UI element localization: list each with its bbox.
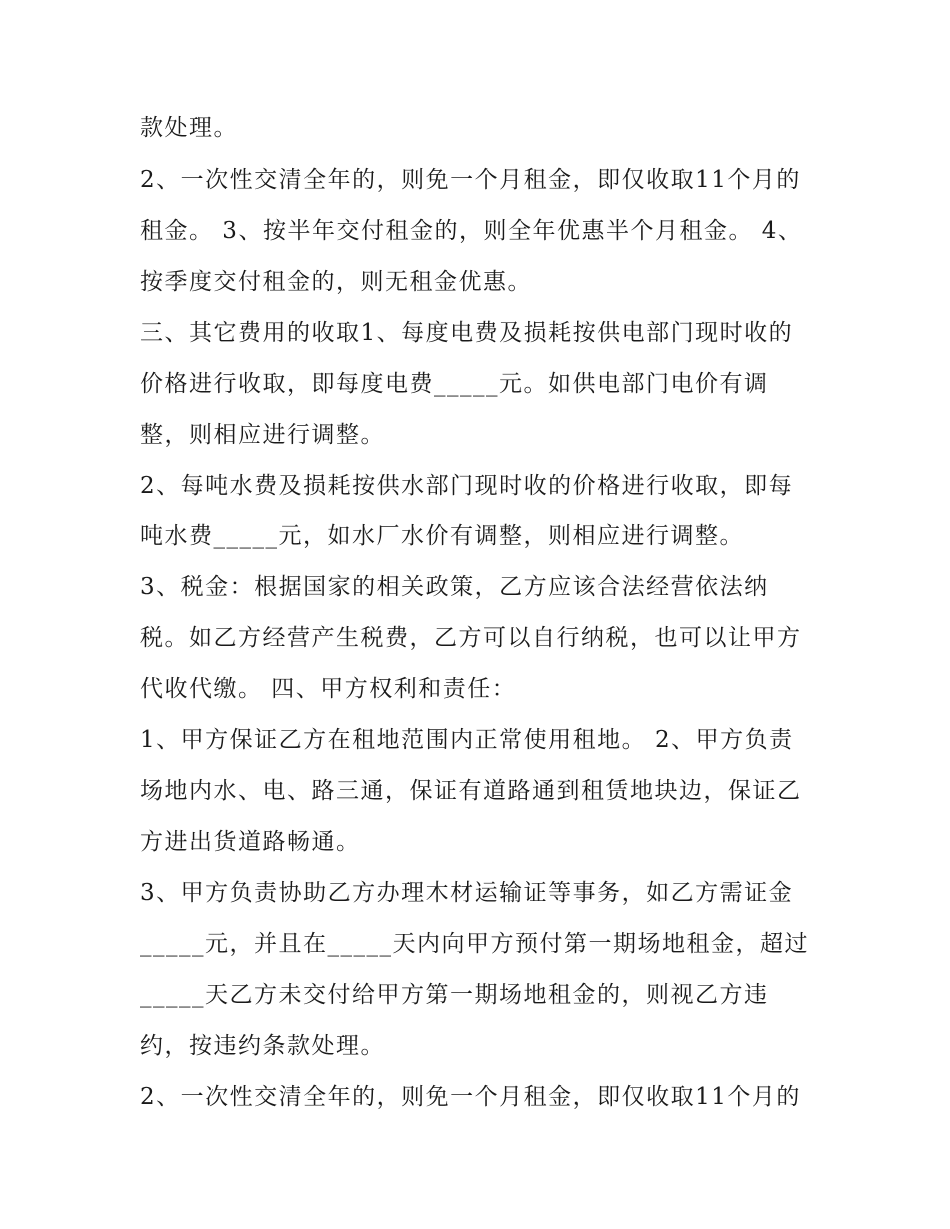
text-line: 2、一次性交清全年的，则免一个月租金，即仅收取11个月的 [140,167,801,193]
text-line: 代收代缴。 四、甲方权利和责任： [140,676,517,702]
text-line: 方进出货道路畅通。 [140,829,361,855]
text-line: 三、其它费用的收取1、每度电费及损耗按供电部门现时收的 [140,320,794,346]
text-line: 按季度交付租金的，则无租金优惠。 [140,269,532,295]
text-line: 整，则相应进行调整。 [140,422,385,448]
text-line: 税。如乙方经营产生税费，乙方可以自行纳税，也可以让甲方 [140,625,802,651]
text-line: 2、一次性交清全年的，则免一个月租金，即仅收取11个月的 [140,1084,801,1110]
text-line: 款处理。 [140,115,238,141]
text-line: 3、税金：根据国家的相关政策，乙方应该合法经营依法纳 [140,574,769,600]
text-line: 价格进行收取，即每度电费_____元。如供电部门电价有调 [140,371,769,397]
text-line: _____天乙方未交付给甲方第一期场地租金的，则视乙方违 [140,982,769,1008]
text-line: _____元，并且在_____天内向甲方预付第一期场地租金，超过 [140,931,809,957]
text-line: 吨水费_____元，如水厂水价有调整，则相应进行调整。 [140,523,744,549]
text-line: 1、甲方保证乙方在租地范围内正常使用租地。 2、甲方负责 [140,727,794,753]
text-line: 租金。 3、按半年交付租金的，则全年优惠半个月租金。 4、 [140,218,803,244]
text-line: 场地内水、电、路三通，保证有道路通到租赁地块边，保证乙 [140,778,802,804]
text-line: 2、每吨水费及损耗按供水部门现时收的价格进行收取，即每 [140,473,794,499]
text-line: 3、甲方负责协助乙方办理木材运输证等事务，如乙方需证金 [140,880,794,906]
text-line: 约，按违约条款处理。 [140,1033,385,1059]
